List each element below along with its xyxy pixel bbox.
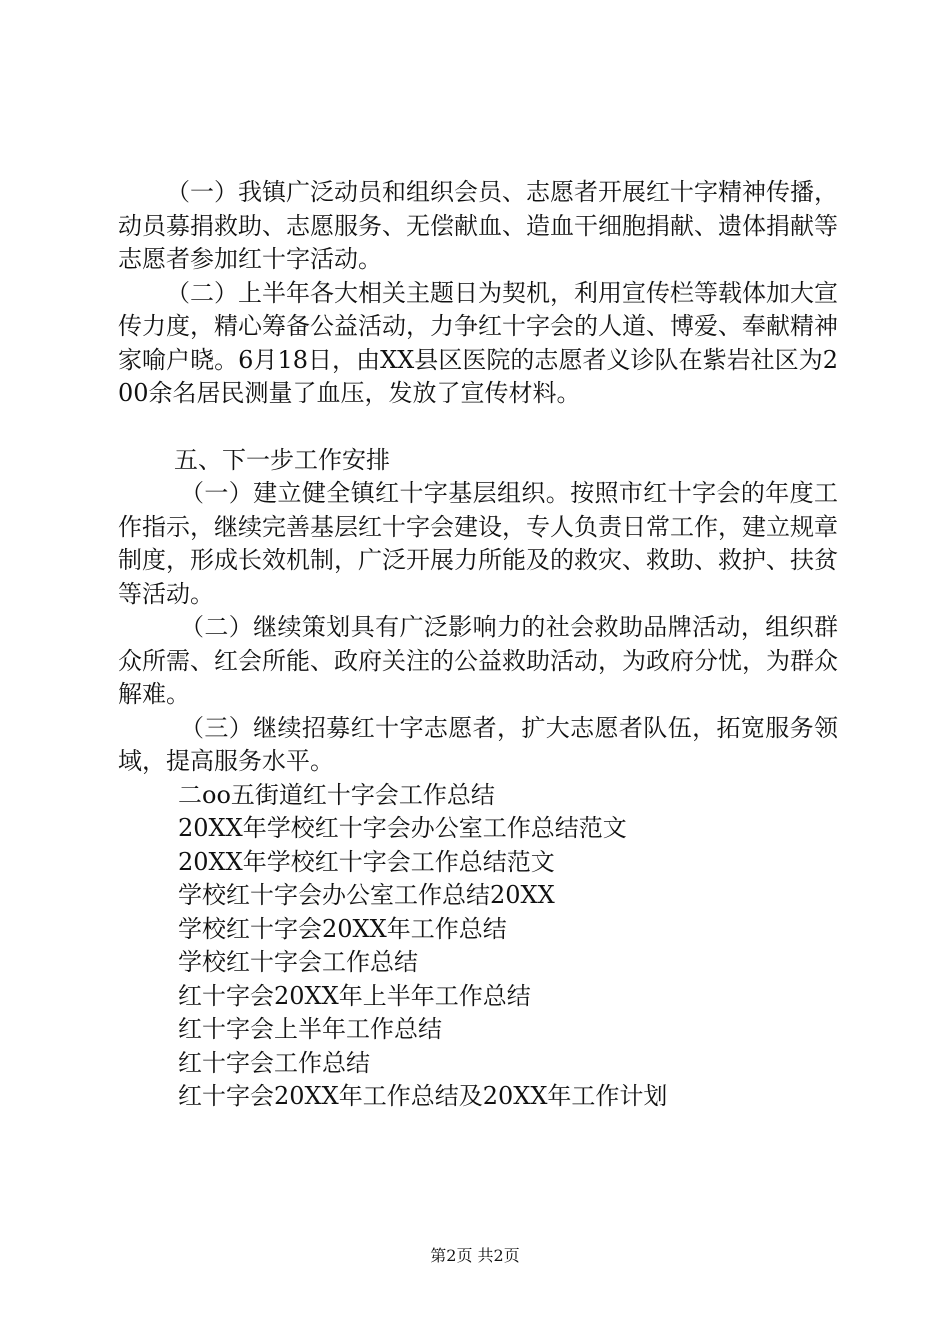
related-title: 学校红十字会工作总结	[178, 948, 418, 976]
page-number-footer: 第2页 共2页	[430, 1246, 520, 1265]
paragraph-gap	[118, 411, 838, 444]
paragraph-1: （一）我镇广泛动员和组织会员、志愿者开展红十字精神传播，动员募捐救助、志愿服务、无偿献血、造血干细胞捐献、遗体捐献等志愿者参加红十字活动。	[118, 178, 838, 273]
related-title: 20XX年学校红十字会办公室工作总结范文	[178, 814, 627, 842]
related-title: 红十字会20XX年工作总结及20XX年工作计划	[178, 1082, 668, 1110]
related-title: 20XX年学校红十字会工作总结范文	[178, 847, 555, 876]
related-title: 学校红十字会办公室工作总结20XX	[178, 881, 555, 909]
related-title: 学校红十字会20XX年工作总结	[178, 914, 507, 943]
section-item-2: （二）继续策划具有广泛影响力的社会救助品牌活动，组织群众所需、红会所能、政府关注的公益救助活动，为政府分忧，为群众解难。	[118, 613, 838, 708]
related-title: 红十字会工作总结	[178, 1048, 370, 1077]
document-body	[118, 176, 838, 1114]
related-title: 红十字会上半年工作总结	[178, 1015, 442, 1043]
section-item-1: （一）建立健全镇红十字基层组织。按照市红十字会的年度工作指示，继续完善基层红十字会建设，专人负责日常工作，建立规章制度，形成长效机制，广泛开展力所能及的救灾、救助、救护、扶贫等活动。	[118, 479, 838, 608]
related-title: 红十字会20XX年上半年工作总结	[178, 981, 531, 1010]
section-item-3: （三）继续招募红十字志愿者，扩大志愿者队伍，拓宽服务领域，提高服务水平。	[118, 713, 838, 775]
section-heading: 五、下一步工作安排	[174, 445, 390, 474]
paragraph-2: （二）上半年各大相关主题日为契机，利用宣传栏等载体加大宣传力度，精心筹备公益活动，力争红十字会的人道、博爱、奉献精神家喻户晓。6月18日，由XX县区医院的志愿者义诊队在紫岩社区为200余名居民测量了血压，发放了宣传材料。	[118, 278, 838, 407]
related-title: 二oo五街道红十字会工作总结	[178, 780, 495, 809]
related-titles-list	[118, 779, 838, 1114]
